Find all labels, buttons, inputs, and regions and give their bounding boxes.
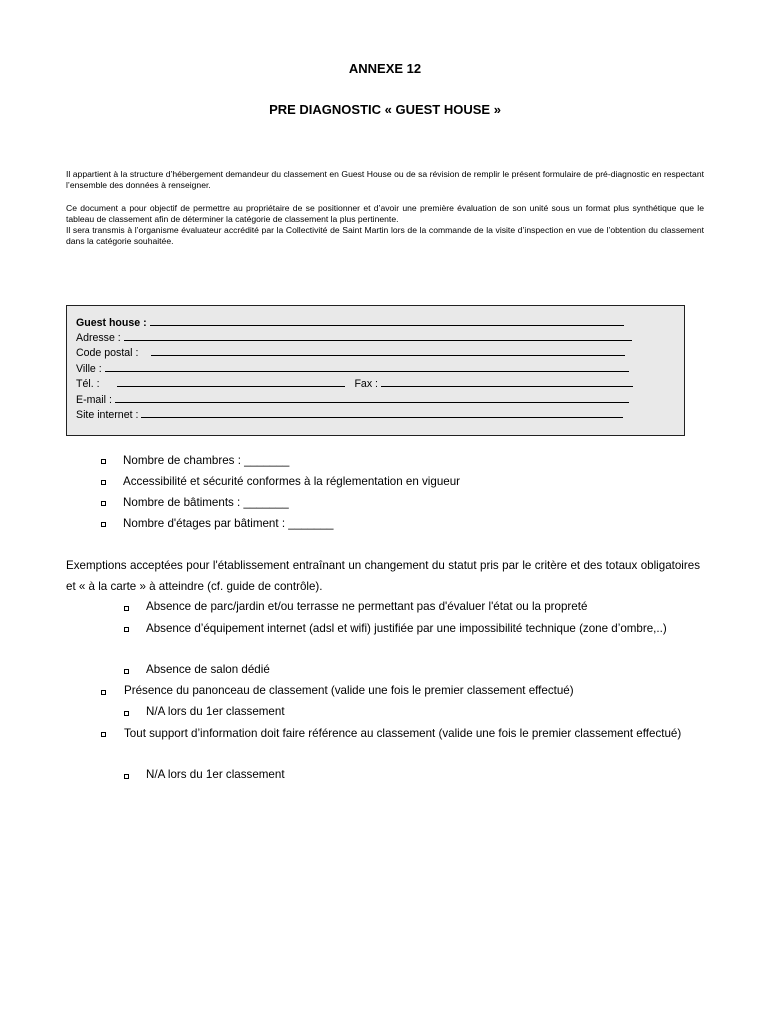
email-field[interactable] (115, 392, 629, 403)
exemptions-intro: Exemptions acceptées pour l'établissement entraînant un changement du statut pris par le critère et des totaux obligatoires et « à la carte » à atteindre (cf. guide de contrôle). (66, 559, 700, 593)
guest-house-field[interactable] (150, 315, 624, 326)
exemption-item2: Présence du panonceau de classement (valide une fois le premier classement effectué) (124, 684, 574, 697)
code-postal-label: Code postal : (76, 347, 139, 359)
site-label: Site internet : (76, 409, 139, 421)
site-field[interactable] (141, 407, 623, 418)
checklist-item-batiments: Nombre de bâtiments : _______ (123, 496, 289, 509)
checkbox-item2-sub[interactable] (124, 711, 129, 716)
annexe-heading: ANNEXE 12 (348, 61, 422, 76)
fax-field[interactable] (381, 376, 633, 387)
checkbox-sub1[interactable] (124, 606, 129, 611)
checkbox-item3[interactable] (101, 732, 106, 737)
exemption-item3-text: Tout support d’information doit faire référence au classement (valide une fois le premier classement effectué) (124, 727, 682, 740)
code-postal-field[interactable] (151, 345, 625, 356)
checkbox-sub3[interactable] (124, 669, 129, 674)
site-row (76, 407, 623, 422)
adresse-field[interactable] (124, 330, 632, 341)
exemption-item3-sub: N/A lors du 1er classement (146, 768, 285, 781)
fax-label: Fax : (354, 378, 378, 390)
checklist-item-etages: Nombre d'étages par bâtiment : _______ (123, 517, 334, 530)
ville-field[interactable] (105, 361, 629, 372)
adresse-label: Adresse : (76, 332, 121, 344)
checkbox-accessibilite[interactable] (101, 480, 106, 485)
guest-house-row (76, 315, 624, 330)
intro-paragraph-1: Il appartient à la structure d’hébergement demandeur du classement en Guest House ou de sa révision de remplir le présent formulaire de pré-diagnostic en respectant l’ensemble des données à renseigner. (66, 169, 704, 190)
email-label: E-mail : (76, 394, 112, 406)
intro-paragraph-2 (66, 203, 704, 247)
intro-paragraph-2a: Ce document a pour objectif de permettre au propriétaire de se positionner et d’avoir une première évaluation de son unité sous un format plus synthétique que le tableau de classement afin de déterminer la catégorie de classement la plus pertinente. (66, 203, 704, 224)
checklist-item-chambres: Nombre de chambres : _______ (123, 454, 290, 467)
checkbox-chambres[interactable] (101, 459, 106, 464)
exemption-item2-sub: N/A lors du 1er classement (146, 705, 285, 718)
checkbox-batiments[interactable] (101, 501, 106, 506)
intro-paragraph-2b: Il sera transmis à l’organisme évaluateur accrédité par la Collectivité de Saint Martin lors de la commande de la visite d’inspection en vue de l’obtention du classement dans la catégorie souhaitée. (66, 225, 704, 246)
tel-field[interactable] (117, 376, 345, 387)
checkbox-item2[interactable] (101, 690, 106, 695)
ville-label: Ville : (76, 363, 102, 375)
email-row (76, 392, 629, 407)
exemption-sub2: Absence d’équipement internet (adsl et wifi) justifiée par une impossibilité technique (zone d’ombre,..) (146, 622, 667, 635)
checkbox-sub2[interactable] (124, 627, 129, 632)
ville-row (76, 361, 629, 376)
checkbox-etages[interactable] (101, 522, 106, 527)
tel-fax-row (76, 376, 633, 391)
exemption-sub3: Absence de salon dédié (146, 663, 270, 676)
tel-label: Tél. : (76, 378, 100, 390)
checkbox-item3-sub[interactable] (124, 774, 129, 779)
code-postal-row (76, 345, 625, 360)
checklist-item-accessibilite: Accessibilité et sécurité conformes à la réglementation en vigueur (123, 475, 461, 488)
exemption-sub1: Absence de parc/jardin et/ou terrasse ne permettant pas d'évaluer l'état ou la propreté (146, 600, 588, 613)
document-title: PRE DIAGNOSTIC « GUEST HOUSE » (269, 102, 501, 117)
exemption-item3 (124, 723, 700, 744)
adresse-row (76, 330, 632, 345)
contact-form-box (66, 305, 685, 436)
guest-house-label: Guest house : (76, 317, 147, 329)
